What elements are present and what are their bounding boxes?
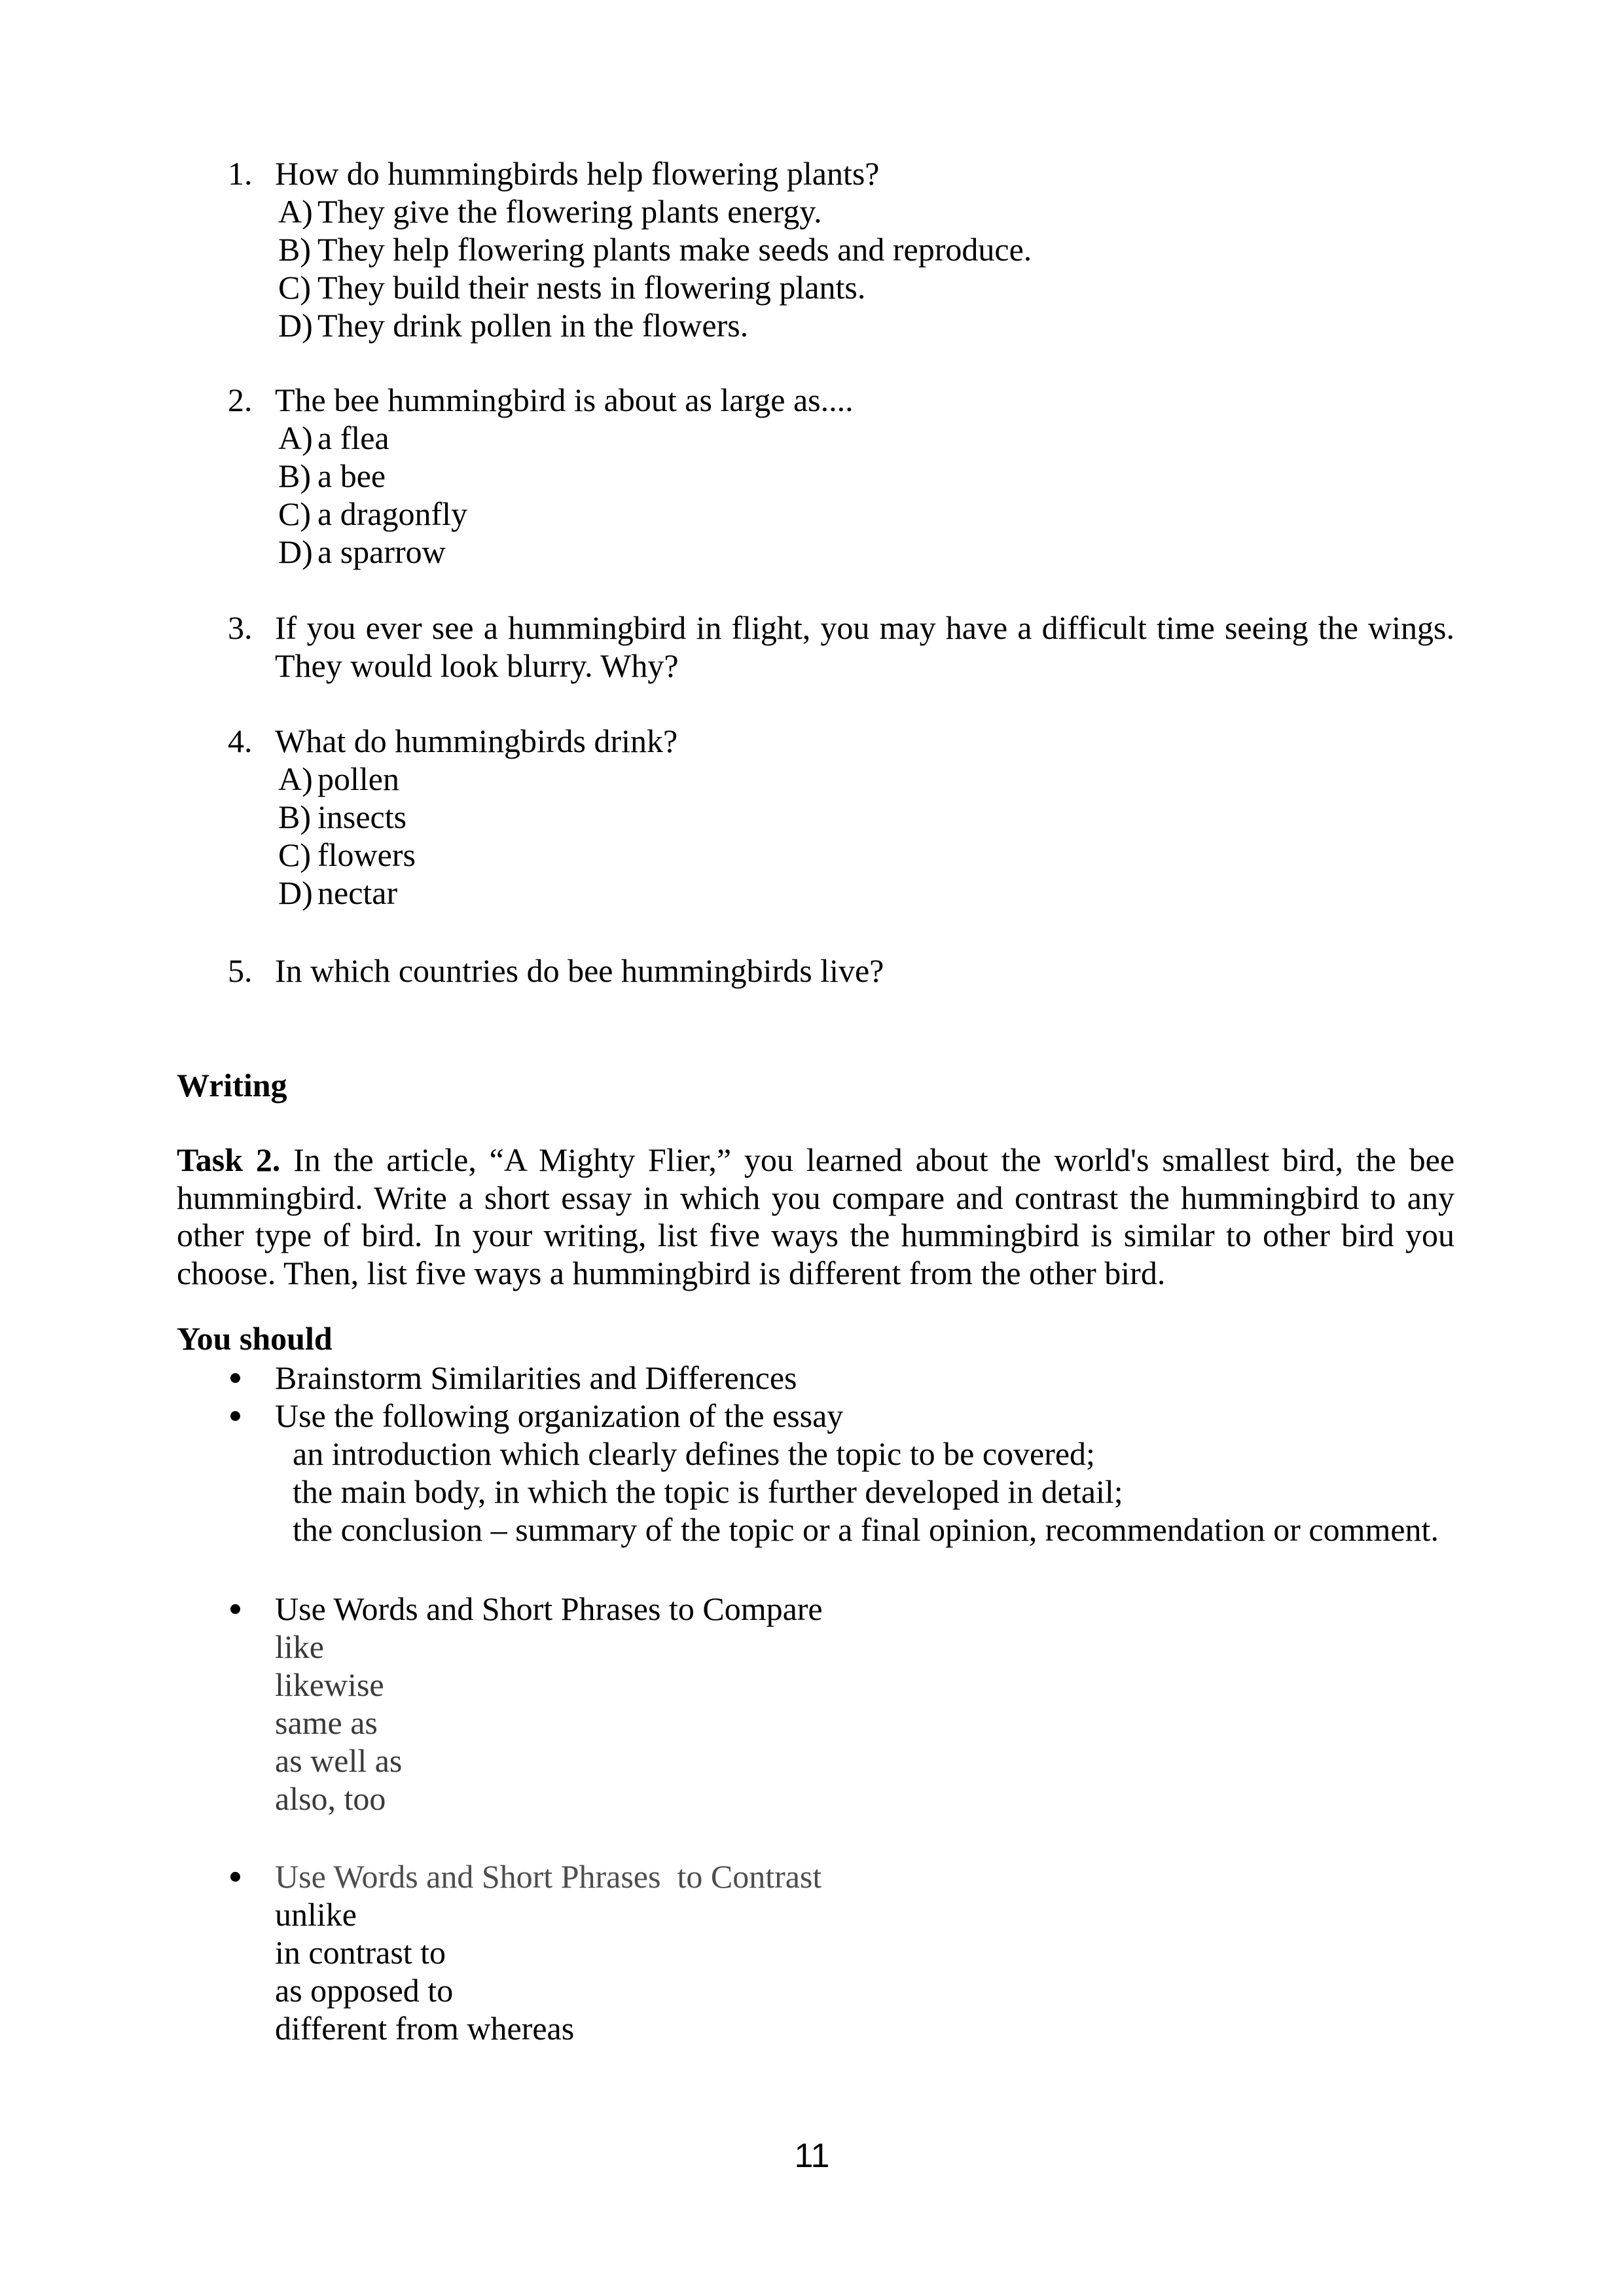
option-text: They give the flowering plants energy. — [317, 193, 822, 230]
sub-item: an introduction which clearly defines the topic to be covered; — [293, 1435, 1095, 1472]
option-label: B) — [278, 231, 311, 268]
bullet-text: Use Words and Short Phrases to Contrast — [275, 1858, 822, 1895]
question-text: In which countries do bee hummingbirds live? — [275, 952, 884, 989]
option-label: B) — [278, 457, 311, 494]
sub-item: as opposed to — [275, 1972, 454, 2009]
option-label: A) — [278, 193, 313, 230]
bullet-icon — [230, 1604, 240, 1614]
option-text: insects — [317, 798, 407, 835]
option-text: They build their nests in flowering plants. — [317, 269, 866, 306]
answer-option-c — [278, 836, 1624, 874]
sub-item: also, too — [275, 1780, 386, 1817]
question-number: 2. — [228, 382, 253, 418]
answer-option-a — [278, 192, 1624, 230]
answer-option-c — [278, 495, 1624, 533]
bullet-icon — [230, 1373, 240, 1383]
option-label: D) — [278, 533, 313, 570]
option-label: D) — [278, 874, 313, 911]
answer-option-d — [278, 533, 1624, 571]
writing-section — [0, 1066, 1624, 1104]
sub-item: same as — [275, 1704, 378, 1741]
option-text: They help flowering plants make seeds and reproduce. — [317, 231, 1032, 268]
question-4 — [0, 722, 1624, 912]
question-number: 1. — [228, 155, 253, 192]
task-paragraph — [0, 1141, 1624, 1292]
option-text: a dragonfly — [317, 495, 468, 532]
option-label: B) — [278, 798, 311, 835]
question-number: 3. — [228, 609, 253, 646]
bullet-item — [275, 1397, 1624, 1435]
answer-option-b — [278, 798, 1624, 836]
sub-item: the main body, in which the topic is further developed in detail; — [293, 1473, 1123, 1510]
bullet-item — [275, 1857, 1624, 1895]
sub-item: as well as — [275, 1742, 403, 1779]
question-number: 4. — [228, 723, 253, 759]
question-text: If you ever see a hummingbird in flight, you may have a difficult time seeing the wings. — [275, 609, 1454, 646]
sub-item: the conclusion – summary of the topic or a final opinion, recommendation or comment. — [293, 1511, 1439, 1548]
option-text: nectar — [317, 874, 398, 911]
option-text: a flea — [317, 420, 389, 456]
you-should-section — [0, 1319, 1624, 1357]
option-label: D) — [278, 307, 313, 344]
answer-option-a — [278, 760, 1624, 798]
answer-option-b — [278, 457, 1624, 495]
question-text: How do hummingbirds help flowering plants? — [275, 155, 880, 192]
paragraph-line: choose. Then, list five ways a hummingbird is different from the other bird. — [177, 1254, 1166, 1291]
answer-option-b — [278, 230, 1624, 268]
paragraph-line: hummingbird. Write a short essay in which you compare and contrast the hummingbird to any — [177, 1179, 1454, 1216]
bullet-group-organization — [0, 1359, 1624, 1549]
question-text-continued: They would look blurry. Why? — [275, 647, 679, 684]
bullet-text: Use the following organization of the essay — [275, 1397, 844, 1434]
option-text: pollen — [317, 761, 399, 797]
task-text — [177, 1141, 1454, 1292]
answer-option-d — [278, 874, 1624, 912]
question-number: 5. — [228, 952, 253, 989]
sub-item: like — [275, 1628, 324, 1665]
question-2 — [0, 381, 1624, 571]
paragraph-line — [177, 1141, 1454, 1179]
option-label: A) — [278, 761, 313, 797]
sub-item: different from whereas — [275, 2010, 575, 2047]
bullet-icon — [230, 1411, 240, 1421]
option-label: A) — [278, 420, 313, 456]
option-label: C) — [278, 269, 311, 306]
bullet-group-compare — [0, 1590, 1624, 1818]
answer-option-c — [278, 268, 1624, 306]
option-label: C) — [278, 495, 311, 532]
bullet-icon — [230, 1872, 240, 1882]
question-text: What do hummingbirds drink? — [275, 723, 678, 759]
bullet-item — [275, 1590, 1624, 1628]
section-heading: Writing — [177, 1067, 287, 1103]
answer-option-a — [278, 419, 1624, 457]
subheading: You should — [177, 1320, 333, 1357]
option-text: They drink pollen in the flowers. — [317, 307, 749, 344]
option-text: a bee — [317, 457, 386, 494]
task-label: Task 2. — [177, 1141, 281, 1178]
question-text: The bee hummingbird is about as large as.... — [275, 382, 854, 418]
answer-option-d — [278, 306, 1624, 344]
bullet-group-contrast — [0, 1857, 1624, 2047]
sub-item: likewise — [275, 1666, 384, 1703]
sub-item: unlike — [275, 1896, 357, 1933]
page-number: 11 — [794, 2137, 830, 2175]
option-text: flowers — [317, 836, 416, 873]
bullet-text: Brainstorm Similarities and Differences — [275, 1359, 797, 1396]
question-1 — [0, 154, 1624, 344]
bullet-text: Use Words and Short Phrases to Compare — [275, 1590, 823, 1627]
paragraph-text: In the article, “A Mighty Flier,” you learned about the world's smallest bird, the bee — [280, 1141, 1455, 1178]
bullet-item — [275, 1359, 1624, 1397]
paragraph-line: other type of bird. In your writing, list five ways the hummingbird is similar to other bird you — [177, 1217, 1454, 1253]
option-label: C) — [278, 836, 311, 873]
option-text: a sparrow — [317, 533, 446, 570]
question-3 — [0, 609, 1624, 685]
question-5 — [0, 952, 1624, 990]
sub-item: in contrast to — [275, 1934, 446, 1971]
